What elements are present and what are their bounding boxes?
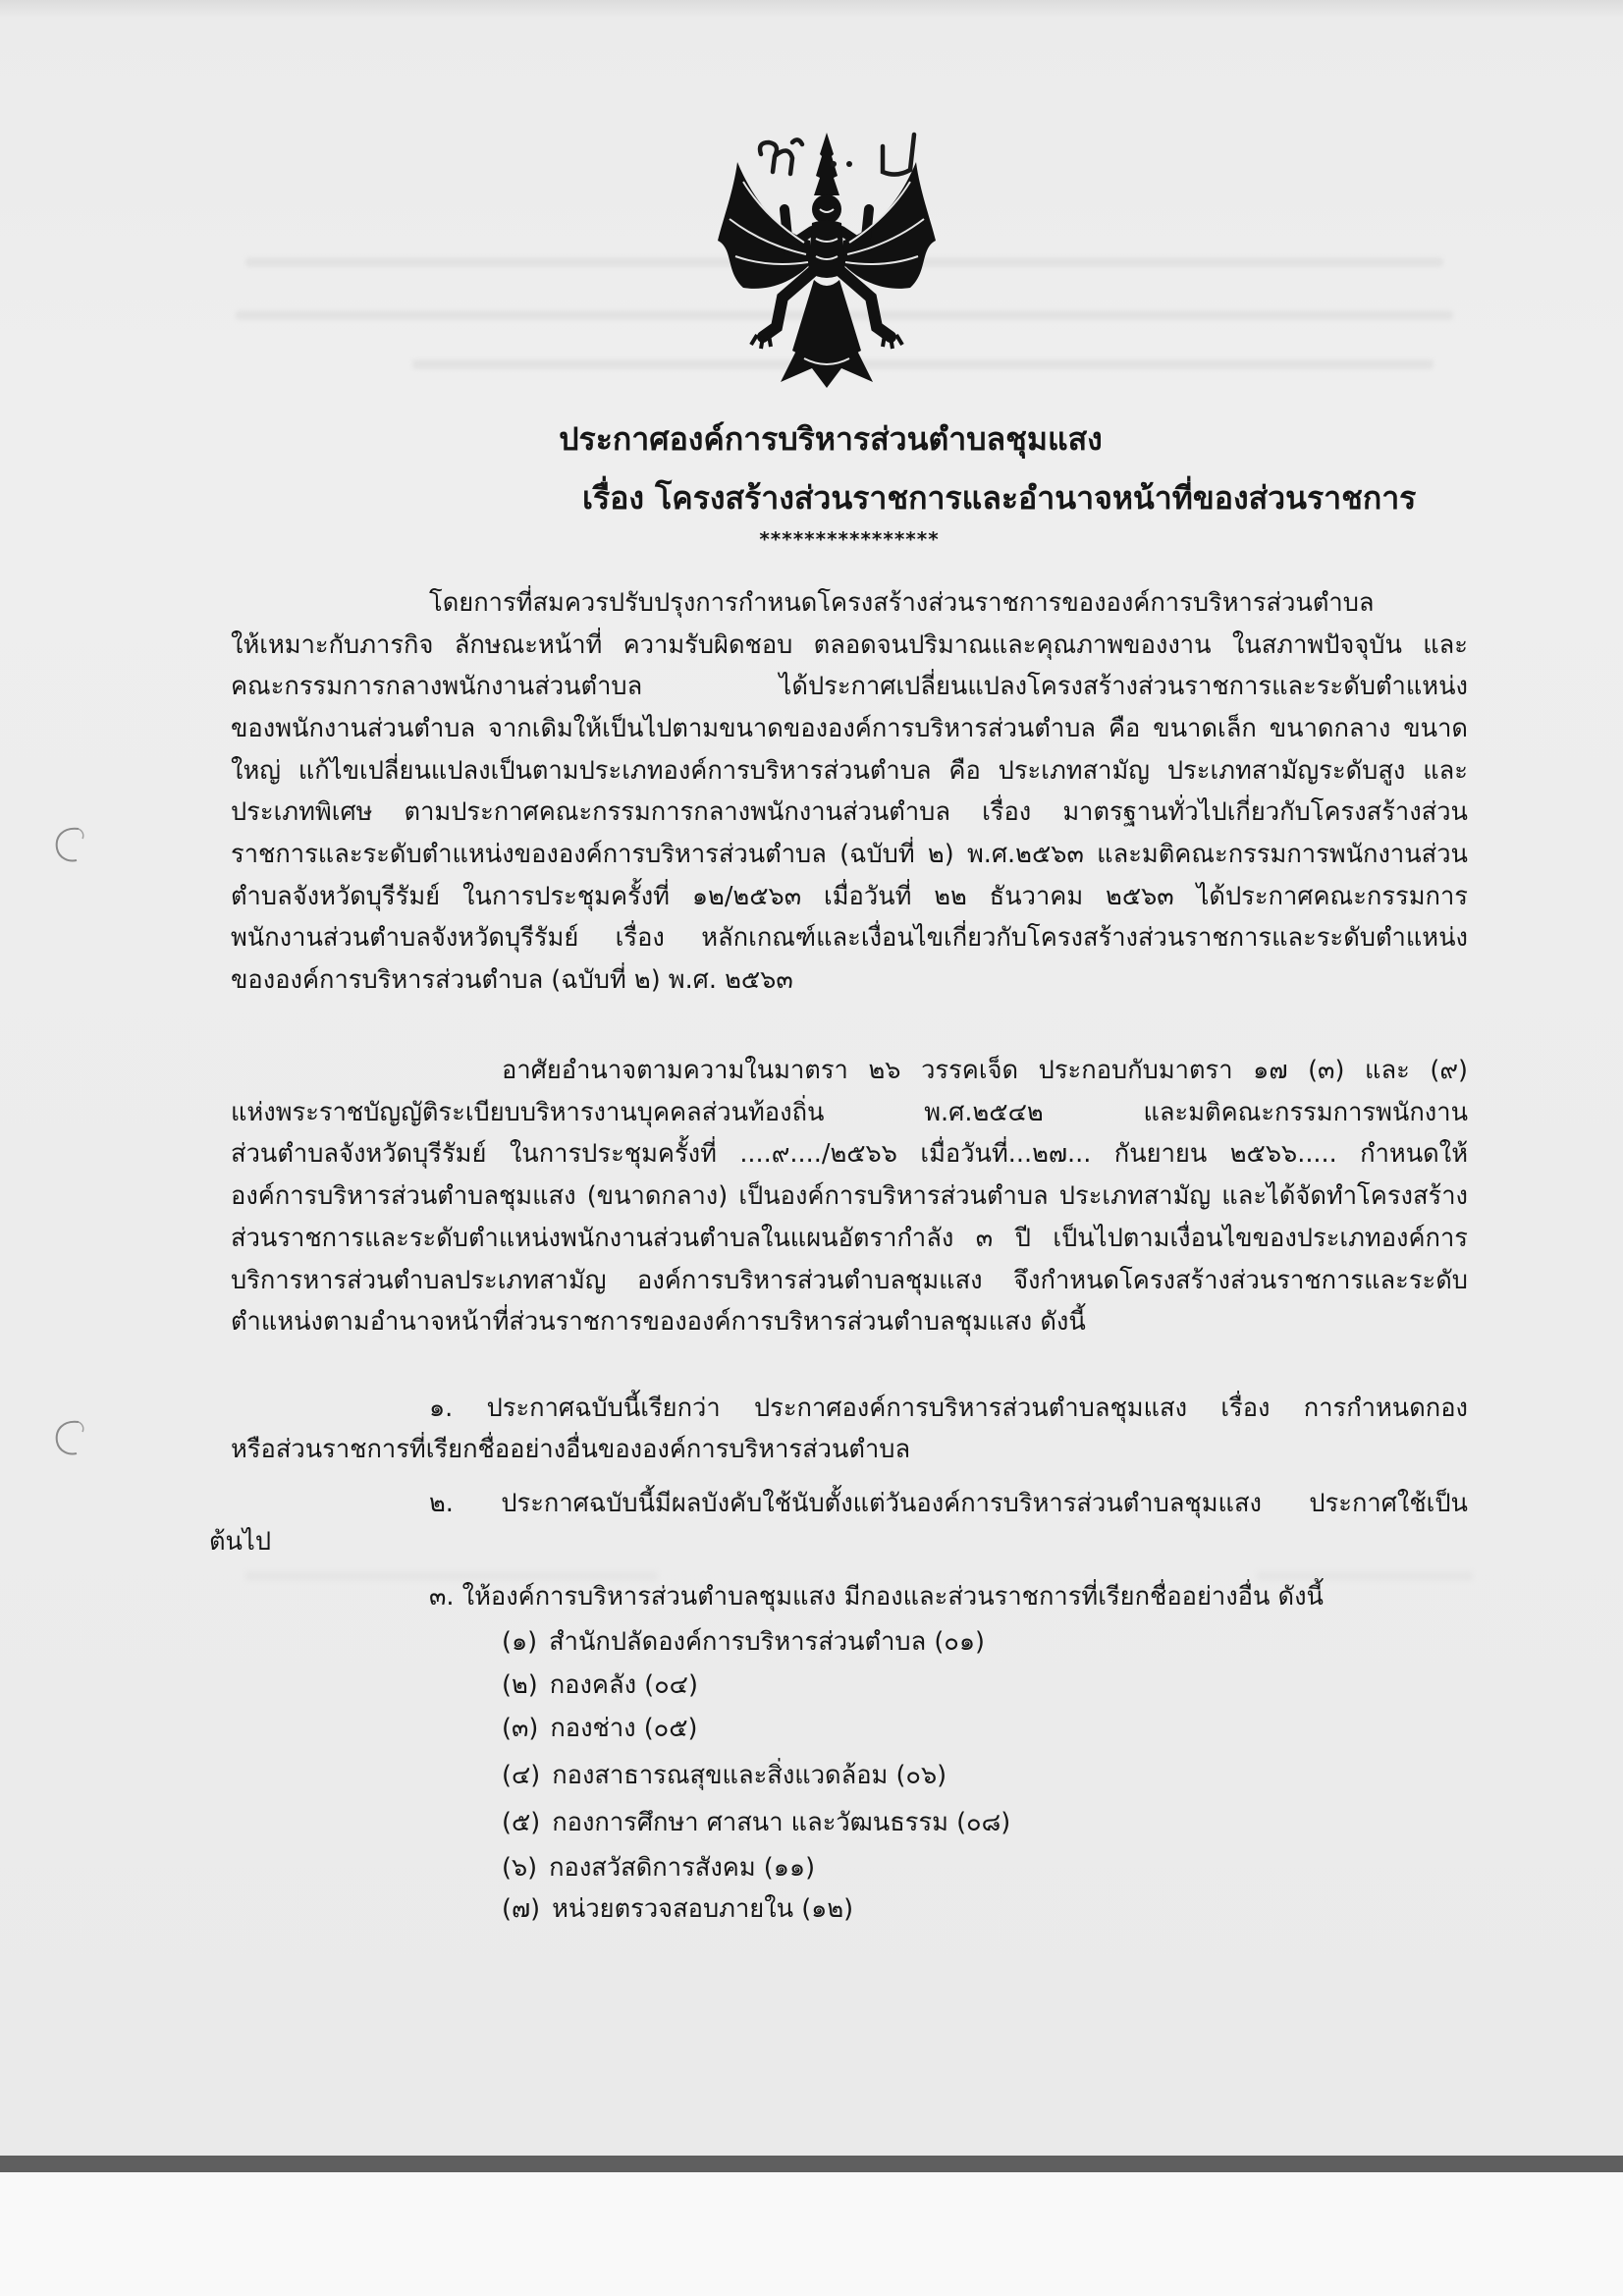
division-item <box>502 1888 1468 1930</box>
division-name: กองสวัสดิการสังคม (๑๑) <box>549 1853 816 1883</box>
document-subject: เรื่อง โครงสร้างส่วนราชการและอำนาจหน้าที่ของส่วนราชการ <box>582 479 1417 517</box>
division-item <box>502 1755 1468 1796</box>
paragraph-1-line-8: ตำบลจังหวัดบุรีรัมย์ ในการประชุมครั้งที่ ๑๒/๒๕๖๓ เมื่อวันที่ ๒๒ ธันวาคม ๒๕๖๓ ได้ประกาศคณะกรรมการ <box>231 882 1468 911</box>
clause-2-line-2: ต้นไป <box>209 1527 272 1557</box>
punch-hole-icon <box>49 823 92 866</box>
handwritten-mark <box>760 135 914 175</box>
punch-hole-icon <box>49 1416 92 1459</box>
clause-3: ๓. ให้องค์การบริหารส่วนตำบลชุมแสง มีกองและส่วนราชการที่เรียกชื่ออย่างอื่น ดังนี้ <box>429 1582 1324 1612</box>
division-item <box>502 1665 1468 1706</box>
division-name: กองช่าง (๐๕) <box>550 1714 698 1743</box>
paragraph-2-line-5: ส่วนราชการและระดับตำแหน่งพนักงานส่วนตำบลในแผนอัตรากำลัง ๓ ปี เป็นไปตามเงื่อนไขของประเภทองค์การ <box>231 1224 1468 1253</box>
clause-1-line-2: หรือส่วนราชการที่เรียกชื่ออย่างอื่นขององค์การบริหารส่วนตำบล <box>231 1435 911 1464</box>
division-number: (๔) <box>502 1761 541 1790</box>
paragraph-2-line-3: ส่วนตำบลจังหวัดบุรีรัมย์ ในการประชุมครั้งที่ ....๙..../๒๕๖๖ เมื่อวันที่...๒๗... กันยายน ๒๕๖๖..... กำหนดให้ <box>231 1139 1468 1169</box>
paragraph-1-line-1: โดยการที่สมควรปรับปรุงการกำหนดโครงสร้างส่วนราชการขององค์การบริหารส่วนตำบล <box>429 588 1375 618</box>
division-number: (๖) <box>502 1853 538 1883</box>
division-number: (๕) <box>502 1808 541 1837</box>
emblem-right-half <box>841 162 936 349</box>
division-number: (๓) <box>502 1714 539 1743</box>
paragraph-1-line-3: คณะกรรมการกลางพนักงานส่วนตำบล ได้ประกาศเปลี่ยนแปลงโครงสร้างส่วนราชการและระดับตำแหน่ง <box>231 672 1468 701</box>
paragraph-1-line-7: ราชการและระดับตำแหน่งขององค์การบริหารส่วนตำบล (ฉบับที่ ๒) พ.ศ.๒๕๖๓ และมติคณะกรรมการพนักงานส่วน <box>231 840 1468 869</box>
division-number: (๗) <box>502 1894 541 1924</box>
clause-1-line-1: ๑. ประกาศฉบับนี้เรียกว่า ประกาศองค์การบริหารส่วนตำบลชุมแสง เรื่อง การกำหนดกอง <box>429 1394 1468 1423</box>
emblem-left-half <box>718 162 812 349</box>
clause-2-line-1: ๒. ประกาศฉบับนี้มีผลบังคับใช้นับตั้งแต่วันองค์การบริหารส่วนตำบลชุมแสง ประกาศใช้เป็น <box>429 1489 1468 1518</box>
division-name: หน่วยตรวจสอบภายใน (๑๒) <box>552 1894 854 1924</box>
document-title: ประกาศองค์การบริหารส่วนตำบลชุมแสง <box>559 420 1103 458</box>
division-item <box>502 1847 1468 1888</box>
paragraph-2-line-2: แห่งพระราชบัญญัติระเบียบบริหารงานบุคคลส่วนท้องถิ่น พ.ศ.๒๕๔๒ และมติคณะกรรมการพนักงาน <box>231 1098 1468 1127</box>
paragraph-1-line-9: พนักงานส่วนตำบลจังหวัดบุรีรัมย์ เรื่อง หลักเกณฑ์และเงื่อนไขเกี่ยวกับโครงสร้างส่วนราชการและระดับตำแหน่ง <box>231 923 1468 953</box>
division-item <box>502 1708 1468 1749</box>
garuda-emblem-icon <box>714 125 940 390</box>
division-item <box>502 1621 1468 1663</box>
title-separator: **************** <box>759 527 940 551</box>
division-name: กองสาธารณสุขและสิ่งแวดล้อม (๐๖) <box>552 1761 947 1790</box>
paragraph-2-line-6: บริการหารส่วนตำบลประเภทสามัญ องค์การบริหารส่วนตำบลชุมแสง จึงกำหนดโครงสร้างส่วนราชการและระดับ <box>231 1266 1468 1295</box>
division-name: กองการศึกษา ศาสนา และวัฒนธรรม (๐๘) <box>552 1808 1011 1837</box>
paragraph-1-line-10: ขององค์การบริหารส่วนตำบล (ฉบับที่ ๒) พ.ศ. ๒๕๖๓ <box>231 965 793 995</box>
scanner-edge-bar <box>0 2156 1623 2172</box>
paragraph-1-line-2: ให้เหมาะกับภารกิจ ลักษณะหน้าที่ ความรับผิดชอบ ตลอดจนปริมาณและคุณภาพของงาน ในสภาพปัจจุบัน และ <box>231 630 1468 660</box>
paragraph-2-line-7: ตำแหน่งตามอำนาจหน้าที่ส่วนราชการขององค์การบริหารส่วนตำบลชุมแสง ดังนี้ <box>231 1307 1086 1337</box>
paragraph-2-line-1: อาศัยอำนาจตามความในมาตรา ๒๖ วรรคเจ็ด ประกอบกับมาตรา ๑๗ (๓) และ (๙) <box>502 1056 1468 1085</box>
paragraph-2-line-4: องค์การบริหารส่วนตำบลชุมแสง (ขนาดกลาง) เป็นองค์การบริหารส่วนตำบล ประเภทสามัญ และได้จัดทำโครงสร้าง <box>231 1181 1468 1211</box>
division-number: (๑) <box>502 1627 538 1657</box>
division-name: สำนักปลัดองค์การบริหารส่วนตำบล (๐๑) <box>549 1627 985 1657</box>
paragraph-1-line-6: ประเภทพิเศษ ตามประกาศคณะกรรมการกลางพนักงานส่วนตำบล เรื่อง มาตรฐานทั่วไปเกี่ยวกับโครงสร้างส่วน <box>231 797 1468 827</box>
division-name: กองคลัง (๐๔) <box>549 1670 698 1700</box>
paragraph-1-line-4: ของพนักงานส่วนตำบล จากเดิมให้เป็นไปตามขนาดขององค์การบริหารส่วนตำบล คือ ขนาดเล็ก ขนาดกลาง ขนาด <box>231 714 1468 743</box>
paragraph-1-line-5: ใหญ่ แก้ไขเปลี่ยนแปลงเป็นตามประเภทองค์การบริหารส่วนตำบล คือ ประเภทสามัญ ประเภทสามัญระดับสูง และ <box>231 756 1468 786</box>
division-number: (๒) <box>502 1670 538 1700</box>
scanner-margin <box>0 2172 1623 2296</box>
division-item <box>502 1802 1468 1843</box>
